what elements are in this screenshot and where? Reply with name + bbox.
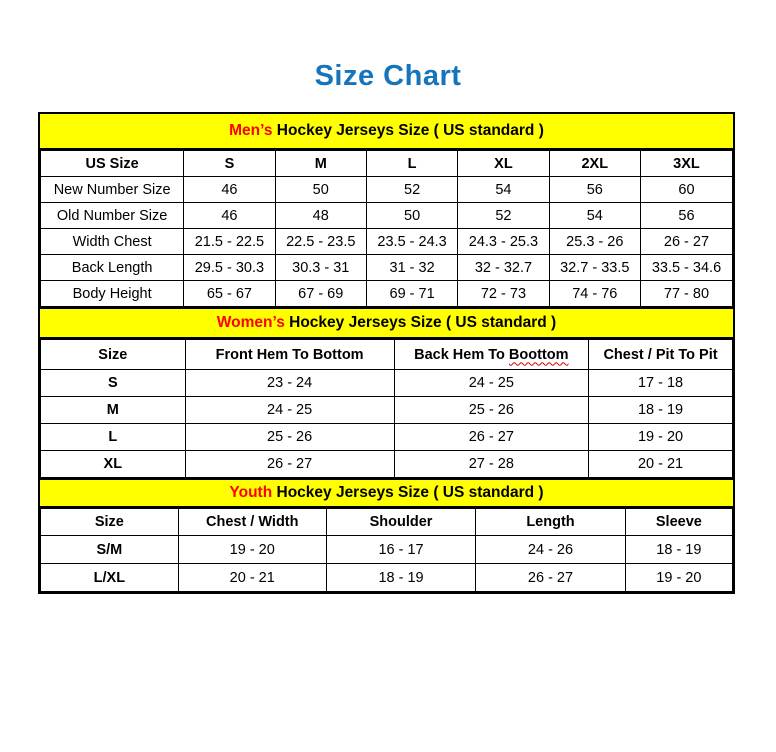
row-label: S/M bbox=[41, 536, 179, 564]
column-header bbox=[326, 509, 475, 536]
column-header bbox=[476, 509, 625, 536]
mens-table-title-band bbox=[40, 114, 733, 150]
size-value-cell: 69 - 71 bbox=[366, 281, 457, 307]
youth-table-title-highlight: Youth bbox=[229, 484, 273, 501]
size-value-cell: 19 - 20 bbox=[589, 424, 733, 451]
column-header-label: Size bbox=[98, 346, 128, 363]
youth-table-title-text: Hockey Jerseys Size ( US standard ) bbox=[272, 484, 544, 501]
size-value-cell: 54 bbox=[458, 177, 549, 203]
column-header-label: US Size bbox=[85, 155, 139, 172]
size-value-cell: 74 - 76 bbox=[549, 281, 640, 307]
mens-table-title-highlight: Men’s bbox=[229, 122, 273, 139]
size-value-cell: 24.3 - 25.3 bbox=[458, 229, 549, 255]
table-row bbox=[41, 424, 733, 451]
column-header-label: Size bbox=[94, 514, 124, 530]
column-header-label: 2XL bbox=[581, 155, 609, 172]
size-value-cell: 18 - 19 bbox=[625, 536, 732, 564]
size-value-cell: 18 - 19 bbox=[326, 564, 475, 592]
womens-table-title-text: Hockey Jerseys Size ( US standard ) bbox=[284, 314, 557, 331]
row-label: New Number Size bbox=[41, 177, 184, 203]
row-label: L/XL bbox=[41, 564, 179, 592]
size-value-cell: 52 bbox=[366, 177, 457, 203]
header-row bbox=[41, 509, 733, 536]
size-value-cell: 26 - 27 bbox=[394, 424, 588, 451]
size-value-cell: 24 - 26 bbox=[476, 536, 625, 564]
size-value-cell: 17 - 18 bbox=[589, 370, 733, 397]
size-value-cell: 33.5 - 34.6 bbox=[640, 255, 732, 281]
column-header bbox=[41, 509, 179, 536]
size-value-cell: 54 bbox=[549, 203, 640, 229]
size-value-cell: 32 - 32.7 bbox=[458, 255, 549, 281]
mens-table-title-text: Hockey Jerseys Size ( US standard ) bbox=[272, 122, 544, 139]
size-value-cell: 56 bbox=[640, 203, 732, 229]
column-header bbox=[625, 509, 732, 536]
table-row bbox=[41, 564, 733, 592]
column-header bbox=[184, 151, 275, 177]
size-value-cell: 48 bbox=[275, 203, 366, 229]
page-title: Size Chart bbox=[314, 60, 462, 92]
size-value-cell: 20 - 21 bbox=[178, 564, 326, 592]
mens-size-table-section bbox=[40, 114, 733, 307]
row-label: S bbox=[41, 370, 186, 397]
row-label: XL bbox=[41, 451, 186, 478]
column-header bbox=[549, 151, 640, 177]
row-label: M bbox=[41, 397, 186, 424]
size-value-cell: 24 - 25 bbox=[185, 397, 394, 424]
size-value-cell: 72 - 73 bbox=[458, 281, 549, 307]
column-header-label: Front Hem To Bottom bbox=[215, 346, 364, 363]
row-label: Body Height bbox=[41, 281, 184, 307]
column-header-label: Chest / Width bbox=[205, 514, 299, 530]
column-header bbox=[589, 340, 733, 370]
youth-size-table bbox=[40, 508, 733, 592]
table-row bbox=[41, 255, 733, 281]
size-chart bbox=[38, 112, 735, 594]
youth-table-title-band bbox=[40, 478, 733, 508]
youth-size-table-section bbox=[40, 478, 733, 592]
size-value-cell: 26 - 27 bbox=[476, 564, 625, 592]
size-value-cell: 25 - 26 bbox=[394, 397, 588, 424]
size-value-cell: 23 - 24 bbox=[185, 370, 394, 397]
womens-table-title-band bbox=[40, 307, 733, 339]
column-header bbox=[640, 151, 732, 177]
table-row bbox=[41, 451, 733, 478]
column-header-label: Shoulder bbox=[369, 514, 433, 530]
table-row bbox=[41, 203, 733, 229]
size-value-cell: 30.3 - 31 bbox=[275, 255, 366, 281]
size-value-cell: 46 bbox=[184, 203, 275, 229]
header-row bbox=[41, 151, 733, 177]
table-row bbox=[41, 397, 733, 424]
size-value-cell: 65 - 67 bbox=[184, 281, 275, 307]
womens-size-table bbox=[40, 339, 733, 478]
size-value-cell: 18 - 19 bbox=[589, 397, 733, 424]
size-value-cell: 50 bbox=[275, 177, 366, 203]
size-value-cell: 32.7 - 33.5 bbox=[549, 255, 640, 281]
size-value-cell: 20 - 21 bbox=[589, 451, 733, 478]
table-row bbox=[41, 229, 733, 255]
column-header-label: Sleeve bbox=[655, 514, 702, 530]
column-header-label: 3XL bbox=[673, 155, 700, 172]
column-header bbox=[41, 151, 184, 177]
size-value-cell: 31 - 32 bbox=[366, 255, 457, 281]
womens-size-table-section bbox=[40, 307, 733, 478]
column-header bbox=[394, 340, 588, 370]
size-value-cell: 56 bbox=[549, 177, 640, 203]
column-header bbox=[178, 509, 326, 536]
misspelled-word: Boottom bbox=[508, 346, 569, 363]
table-row bbox=[41, 536, 733, 564]
size-value-cell: 19 - 20 bbox=[178, 536, 326, 564]
mens-size-table bbox=[40, 150, 733, 307]
size-value-cell: 23.5 - 24.3 bbox=[366, 229, 457, 255]
size-value-cell: 50 bbox=[366, 203, 457, 229]
column-header-label: L bbox=[407, 155, 417, 172]
size-value-cell: 21.5 - 22.5 bbox=[184, 229, 275, 255]
table-row bbox=[41, 177, 733, 203]
row-label: Width Chest bbox=[41, 229, 184, 255]
size-value-cell: 27 - 28 bbox=[394, 451, 588, 478]
size-value-cell: 16 - 17 bbox=[326, 536, 475, 564]
column-header-label: S bbox=[224, 155, 235, 172]
size-value-cell: 46 bbox=[184, 177, 275, 203]
size-value-cell: 26 - 27 bbox=[640, 229, 732, 255]
womens-table-title-highlight: Women’s bbox=[216, 314, 285, 331]
column-header-label: Back Hem To bbox=[414, 346, 509, 363]
column-header-label: M bbox=[314, 155, 327, 172]
size-value-cell: 24 - 25 bbox=[394, 370, 588, 397]
size-value-cell: 29.5 - 30.3 bbox=[184, 255, 275, 281]
header-row bbox=[41, 340, 733, 370]
column-header bbox=[41, 340, 186, 370]
row-label: L bbox=[41, 424, 186, 451]
size-value-cell: 52 bbox=[458, 203, 549, 229]
size-value-cell: 26 - 27 bbox=[185, 451, 394, 478]
size-value-cell: 22.5 - 23.5 bbox=[275, 229, 366, 255]
column-header bbox=[458, 151, 549, 177]
size-value-cell: 67 - 69 bbox=[275, 281, 366, 307]
column-header bbox=[185, 340, 394, 370]
column-header-label: Length bbox=[526, 514, 575, 530]
column-header bbox=[275, 151, 366, 177]
size-value-cell: 19 - 20 bbox=[625, 564, 732, 592]
table-row bbox=[41, 370, 733, 397]
table-row bbox=[41, 281, 733, 307]
size-value-cell: 60 bbox=[640, 177, 732, 203]
column-header-label: Chest / Pit To Pit bbox=[603, 346, 718, 363]
column-header bbox=[366, 151, 457, 177]
row-label: Back Length bbox=[41, 255, 184, 281]
row-label: Old Number Size bbox=[41, 203, 184, 229]
size-value-cell: 25 - 26 bbox=[185, 424, 394, 451]
column-header-label: XL bbox=[494, 155, 513, 172]
size-value-cell: 25.3 - 26 bbox=[549, 229, 640, 255]
size-value-cell: 77 - 80 bbox=[640, 281, 732, 307]
